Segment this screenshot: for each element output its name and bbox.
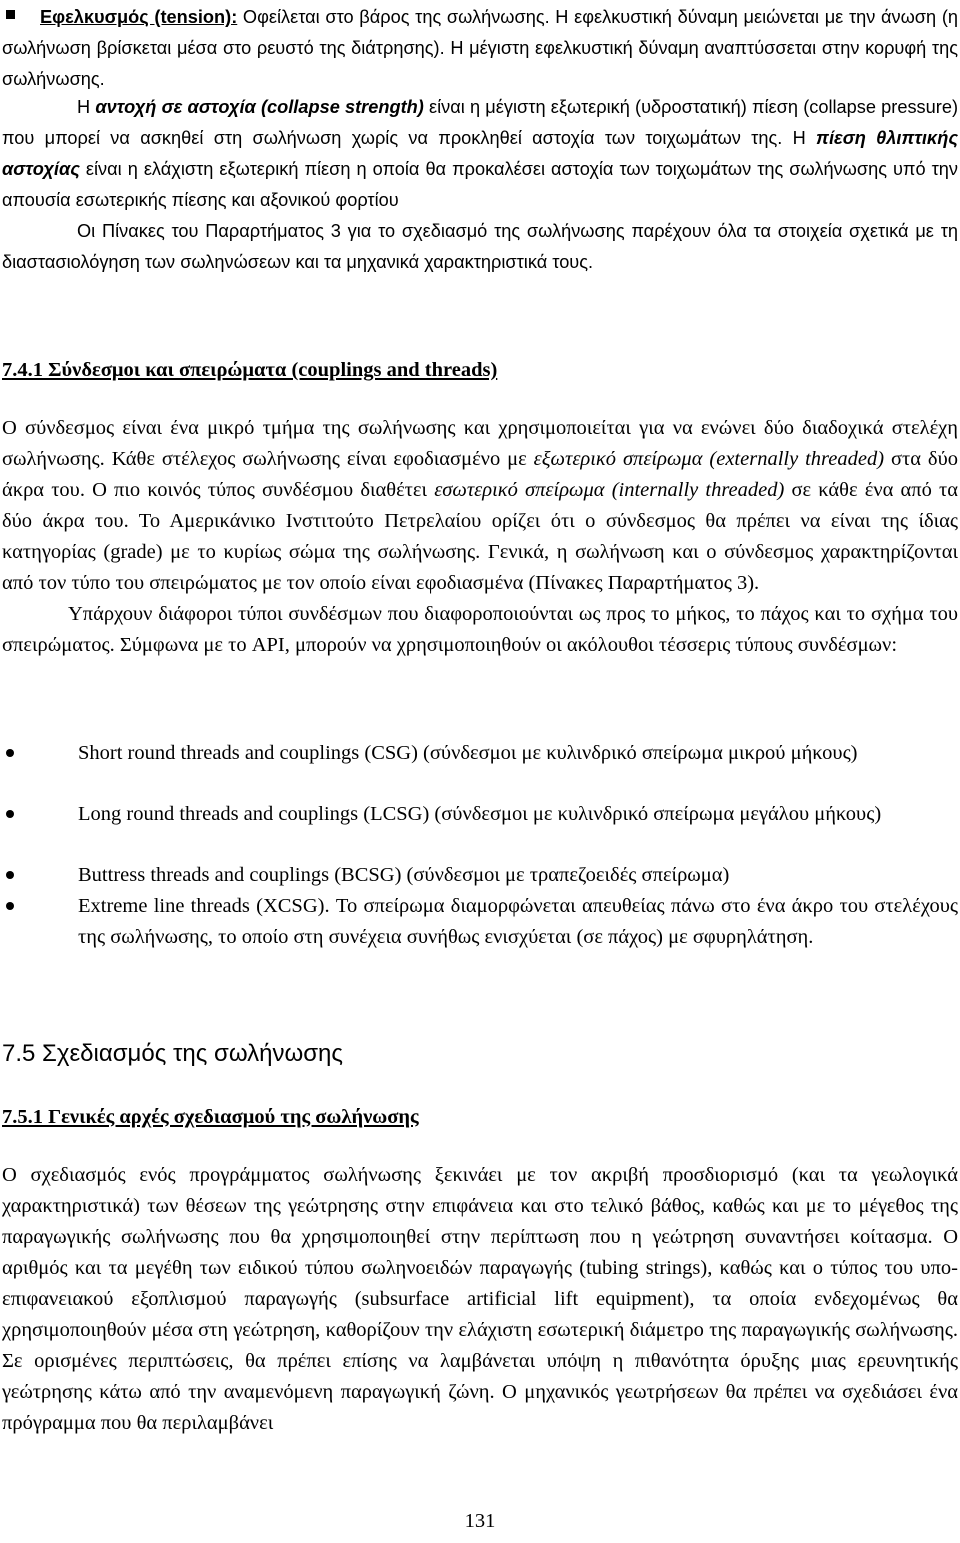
externally-threaded-term: εξωτερικό σπείρωμα (externally threaded) [533,448,885,470]
collapse-paragraph [2,92,958,216]
couplings-text-c: σε κάθε ένα από τα δύο άκρα του. Το Αμερικάνικο Ινστιτούτο Πετρελαίου ορίζει ότι ο σύνδεσμος θα πρέπει να είναι της ίδιας κατηγορίας (grade) με το κυρίως σώμα της σωλήνωσης. Γενικά, η σωλήνωση και ο σύνδεσμος χαρακτηρίζονται από τον τύπο του σπειρώματος με τον οποίο είναι εφοδιασμένα (Πίνακες Παραρτήματος 3). [2,479,958,594]
tension-item [2,2,958,95]
couplings-text-a: Ο σύνδεσμος είναι ένα μικρό τμήμα της σωλήνωσης και χρησιμοποιείται για να ενώνει δύο διαδοχικά στελέχη σωλήνωσης. Κάθε στέλεχος σωλήνωσης είναι εφοδιασμένο με [2,417,958,470]
coupling-types-paragraph: Υπάρχουν διάφοροι τύποι συνδέσμων που διαφοροποιούνται ως προς το μήκος, το πάχος και το σχήμα του σπειρώματος. Σύμφωνα με το API, μπορούν να χρησιμοποιηθούν οι ακόλουθοι τέσσερις τύπους συνδέσμων: [2,603,958,656]
collapse-strength-term: αντοχή σε αστοχία (collapse strength) [95,97,424,117]
list-item-text: Buttress threads and couplings (BCSG) (σύνδεσμοι με τραπεζοειδές σπείρωμα) [78,864,730,886]
tension-term: Εφελκυσμός (tension): [40,7,238,27]
bullet-dot-icon [6,810,14,818]
list-item-text: Short round threads and couplings (CSG) (σύνδεσμοι με κυλινδρικό σπείρωμα μικρού μήκους) [78,742,858,764]
tension-paragraph [2,2,958,95]
bullet-dot-icon [6,871,14,879]
list-item-text: Extreme line threads (XCSG). Το σπείρωμα διαμορφώνεται απευθείας πάνω στο ένα άκρο του στελέχους της σωλήνωσης, το οποίο στη συνέχεια συνήθως ενισχύεται (σε πάχος) με σφυρηλάτηση. [78,895,958,948]
section-75-heading: 7.5 Σχεδιασμός της σωλήνωσης [2,1040,343,1067]
page-number: 131 [464,1510,496,1532]
appendix-paragraph: Οι Πίνακες του Παραρτήματος 3 για το σχεδιασμό της σωλήνωσης παρέχουν όλα τα στοιχεία σχετικά με τη διαστασιολόγηση των σωληνώσεων και τα μηχανικά χαρακτηριστικά τους. [2,221,958,272]
section-751-heading: 7.5.1 Γενικές αρχές σχεδιασμού της σωλήνωσης [2,1106,419,1128]
collapse-text-b: είναι η μέγιστη εξωτερική (υδροστατική) πίεση (collapse pressure) που μπορεί να ασκηθεί στη σωλήνωση χωρίς να προκληθεί αστοχία των τοιχωμάτων της. Η [2,97,958,148]
list-item-text: Long round threads and couplings (LCSG) (σύνδεσμοι με κυλινδρικό σπείρωμα μεγάλου μήκους) [78,803,882,825]
couplings-paragraph [2,413,958,599]
section-741-heading: 7.4.1 Σύνδεσμοι και σπειρώματα (couplings and threads) [2,359,498,381]
couplings-text-b: στα δύο άκρα του. Ο πιο κοινός τύπος συνδέσμου διαθέτει [2,448,958,501]
internally-threaded-term: εσωτερικό σπείρωμα (internally threaded) [434,479,785,501]
bullet-dot-icon [6,902,14,910]
collapse-pressure-term: πίεση θλιπτικής αστοχίας [2,128,958,179]
tension-text: Οφείλεται στο βάρος της σωλήνωσης. Η εφελκυστική δύναμη μειώνεται με την άνωση (η σωλήνωση βρίσκεται μέσα στο ρευστό της διάτρησης). Η μέγιστη εφελκυστική δύναμη αναπτύσσεται στην κορυφή της σωλήνωσης. [2,7,958,89]
section-741-body [2,413,958,661]
bullet-dot-icon [6,749,14,757]
square-bullet-icon [6,10,15,19]
collapse-block [2,92,958,278]
collapse-text-a: Η [77,97,96,117]
collapse-text-c: είναι η ελάχιστη εξωτερική πίεση η οποία θα προκαλέσει αστοχία των τοιχωμάτων της σωλήνωσης υπό την απουσία εσωτερικής πίεσης και αξονικού φορτίου [2,159,958,210]
section-751-paragraph: Ο σχεδιασμός ενός προγράμματος σωλήνωσης ξεκινάει με τον ακριβή προσδιορισμό (και τα γεωλογικά χαρακτηριστικά) των θέσεων της γεώτρησης στην επιφάνεια και στο τελικό βάθος, καθώς και με το μέγεθος της παραγωγικής σωλήνωσης που θα χρησιμοποιηθεί στην περίπτωση που η γεώτρηση συναντήσει κοίτασμα. Ο αριθμός και τα μεγέθη των ειδικού τύπου σωληνοειδών παραγωγής (tubing strings), καθώς και ο τύπος του υπο-επιφανειακού εξοπλισμού παραγωγής (subsurface artificial lift equipment), τα οποία ενδεχομένως θα χρησιμοποιηθούν μέσα στη γεώτρηση, καθορίζουν την ελάχιστη εσωτερική διάμετρο της παραγωγικής σωλήνωσης. Σε ορισμένες περιπτώσεις, θα πρέπει επίσης να λαμβάνεται υπόψη η πιθανότητα όρυξης μιας ερευνητικής γεώτρησης κάτω από την αναμενόμενη παραγωγική ζώνη. Ο μηχανικός γεωτρήσεων θα πρέπει να σχεδιάσει ένα πρόγραμμα που θα περιλαμβάνει [2,1164,958,1434]
